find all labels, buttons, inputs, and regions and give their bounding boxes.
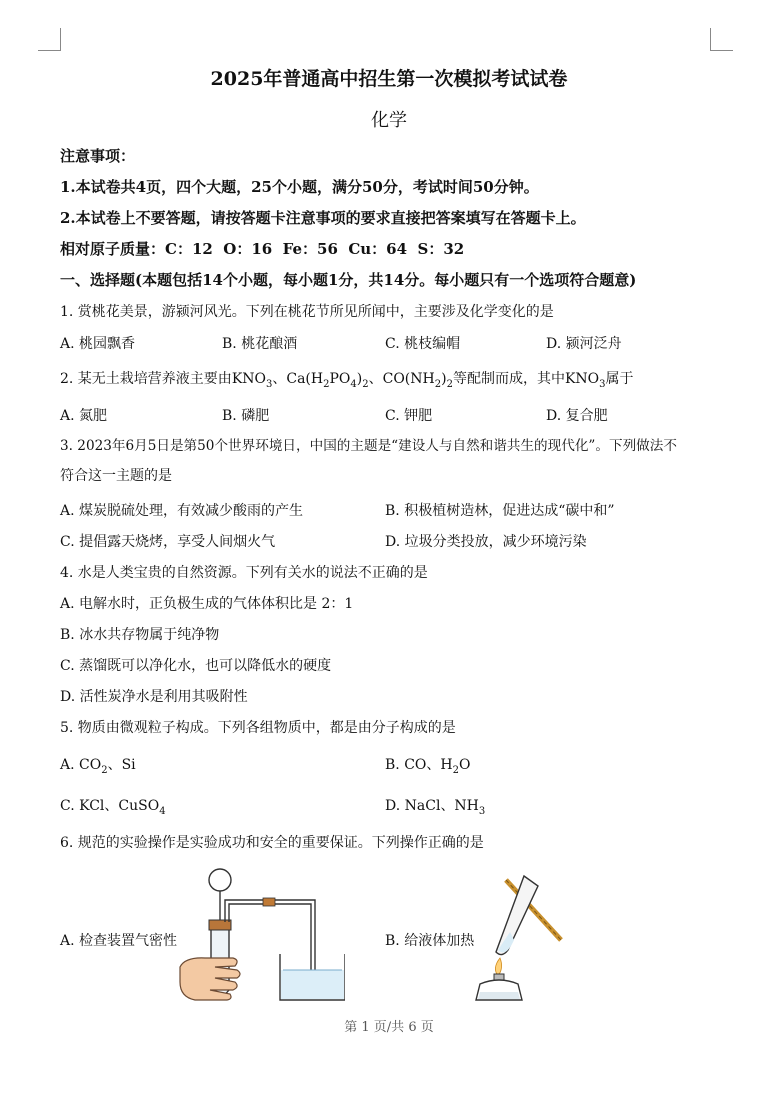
note-item-2: 2.本试卷上不要答题，请按答题卡注意事项的要求直接把答案填写在答题卡上。 (60, 209, 586, 227)
q3-stem-line2: 符合这一主题的是 (60, 468, 172, 484)
note-item-1: 1.本试卷共4页，四个大题，25个小题，满分50分，考试时间50分钟。 (60, 178, 539, 196)
notes-heading: 注意事项： (60, 147, 136, 165)
formula-kno3: $KNO_3$ (231, 371, 273, 390)
formula-co-nh2-2: $CO(NH_2)_2$ (382, 371, 453, 390)
section1-heading: 一、选择题(本题包括14个小题，每小题1分，共14分。每小题只有一个选项符合题意) (60, 271, 637, 289)
q3-stem-line1: 3. 2023年6月5日是第50个世界环境日，中国的主题是“建设人与自然和谐共生的现代化”。下列做法不 (60, 438, 677, 454)
q4-stem: 4. 水是人类宝贵的自然资源。下列有关水的说法不正确的是 (60, 565, 428, 581)
q1-option-a: A. 桃园飘香 (60, 336, 136, 352)
q2-suffix: 属于 (605, 371, 634, 387)
q5-option-b: B. CO、$H_2O$ (385, 757, 471, 776)
q4-option-b: B. 冰水共存物属于纯净物 (60, 627, 220, 643)
q1-stem: 1. 赏桃花美景，游颍河风光。下列在桃花节所见所闻中，主要涉及化学变化的是 (60, 304, 554, 320)
q4-option-d: D. 活性炭净水是利用其吸附性 (60, 689, 248, 705)
q5-option-a: A. $CO_2$、Si (60, 757, 136, 776)
q4-option-c: C. 蒸馏既可以净化水，也可以降低水的硬度 (60, 658, 332, 674)
crop-mark-top-left (38, 28, 61, 51)
formula-ca-h2po4-2: $Ca(H_2PO_4)_2$ (286, 371, 369, 390)
q2-option-b: B. 磷肥 (222, 408, 270, 424)
q3-option-d: D. 垃圾分类投放，减少环境污染 (385, 534, 587, 550)
atomic-mass-line: 相对原子质量：C：12 O：16 Fe：56 Cu：64 S：32 (60, 240, 465, 258)
q2-mid: 等配制而成，其中 (452, 371, 565, 387)
q1-option-b: B. 桃花酿酒 (222, 336, 298, 352)
q3-option-a: A. 煤炭脱硫处理，有效减少酸雨的产生 (60, 503, 304, 519)
q2-option-c: C. 钾肥 (385, 408, 433, 424)
q5-stem: 5. 物质由微观粒子构成。下列各组物质中，都是由分子构成的是 (60, 720, 456, 736)
q5-option-c: C. KCl、CuSO$_4$ (60, 798, 166, 817)
subject-title: 化学 (371, 110, 407, 131)
q4-option-a: A. 电解水时，正负极生成的气体体积比是 2：1 (60, 596, 354, 612)
q5-option-d: D. NaCl、$NH_3$ (385, 798, 486, 817)
q6-option-b: B. 给液体加热 (385, 933, 475, 949)
crop-mark-top-right (710, 28, 733, 51)
airtightness-check-figure (175, 862, 345, 1007)
q3-option-b: B. 积极植树造林，促进达成“碳中和” (385, 503, 615, 519)
q1-option-c: C. 桃枝编帽 (385, 336, 461, 352)
q2-option-d: D. 复合肥 (546, 408, 608, 424)
formula-kno3-2: $KNO_3$ (564, 371, 606, 390)
q1-option-d: D. 颍河泛舟 (546, 336, 622, 352)
q2-option-a: A. 氮肥 (60, 408, 108, 424)
exam-title: 2025年普通高中招生第一次模拟考试试卷 (210, 68, 568, 90)
q6-stem: 6. 规范的实验操作是实验成功和安全的重要保证。下列操作正确的是 (60, 835, 484, 851)
page-number: 第 1 页/共 6 页 (344, 1020, 434, 1035)
q2-prefix: 2. 某无土栽培营养液主要由 (60, 371, 232, 387)
q6-option-a: A. 检查装置气密性 (60, 933, 178, 949)
heating-liquid-figure (466, 862, 576, 1002)
q3-option-c: C. 提倡露天烧烤，享受人间烟火气 (60, 534, 276, 550)
q2-stem: 2. 某无土栽培营养液主要由$KNO_3$、$Ca(H_2PO_4)_2$、$CO(NH_2)_2$等配制而成，其中$KNO_3$属于 (60, 371, 634, 390)
